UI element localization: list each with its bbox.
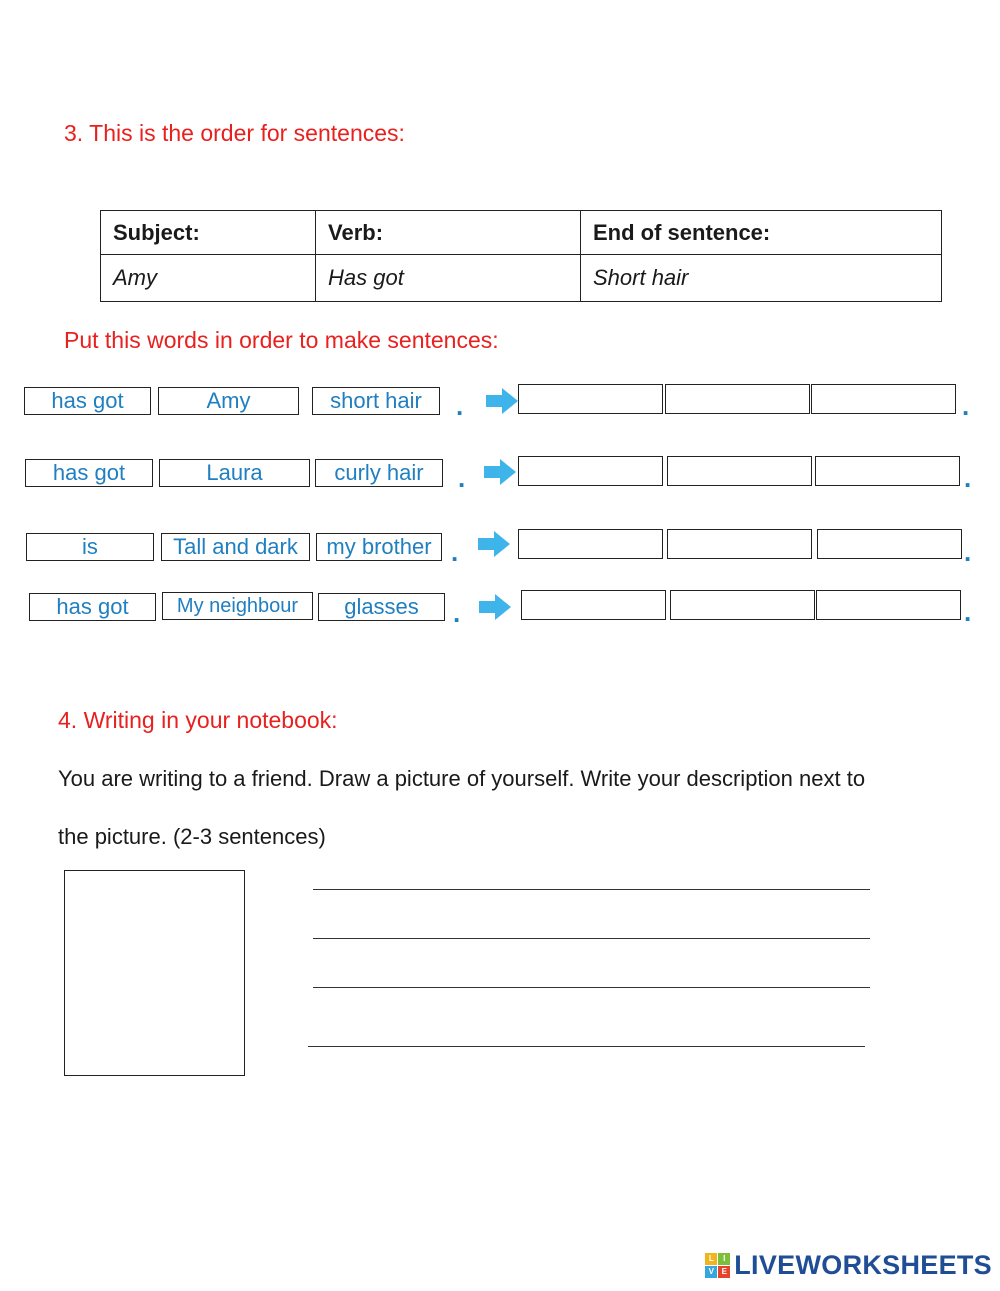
answer-box[interactable] xyxy=(670,590,815,620)
answer-box[interactable] xyxy=(816,590,961,620)
word-tile[interactable]: short hair xyxy=(312,387,440,415)
table-cell-subject: Amy xyxy=(101,255,316,302)
word-tile[interactable]: has got xyxy=(29,593,156,621)
word-tile[interactable]: My neighbour xyxy=(162,592,313,620)
word-tile[interactable]: Laura xyxy=(159,459,310,487)
answer-box[interactable] xyxy=(667,529,812,559)
word-tile[interactable]: has got xyxy=(25,459,153,487)
answer-box[interactable] xyxy=(667,456,812,486)
instruction-paragraph-line-1: You are writing to a friend. Draw a picture of yourself. Write your description next to xyxy=(58,766,866,791)
instruction-paragraph-line-2: the picture. (2-3 sentences) xyxy=(58,824,326,849)
section-3-heading: 3. This is the order for sentences: xyxy=(64,120,405,146)
word-tile[interactable]: my brother xyxy=(316,533,442,561)
period-mark: . xyxy=(453,598,461,628)
word-tile[interactable]: curly hair xyxy=(315,459,443,487)
answer-box[interactable] xyxy=(665,384,810,414)
word-tile[interactable]: Amy xyxy=(158,387,299,415)
writing-line[interactable] xyxy=(308,1046,865,1047)
arrow-right-icon xyxy=(479,594,511,620)
logo-text: LIVEWORKSHEETS xyxy=(734,1250,992,1280)
period-mark: . xyxy=(451,537,459,567)
answer-box[interactable] xyxy=(815,456,960,486)
period-mark: . xyxy=(458,463,466,493)
answer-box[interactable] xyxy=(518,529,663,559)
word-tile[interactable]: glasses xyxy=(318,593,445,621)
period-mark: . xyxy=(962,391,970,421)
period-mark: . xyxy=(964,537,972,567)
word-tile[interactable]: has got xyxy=(24,387,151,415)
writing-line[interactable] xyxy=(313,987,870,988)
table-header-end: End of sentence: xyxy=(581,211,942,255)
arrow-right-icon xyxy=(484,459,516,485)
writing-line[interactable] xyxy=(313,889,870,890)
answer-box[interactable] xyxy=(518,384,663,414)
period-mark: . xyxy=(456,391,464,421)
answer-box[interactable] xyxy=(811,384,956,414)
table-header-verb: Verb: xyxy=(316,211,581,255)
sentence-order-table xyxy=(100,210,942,302)
liveworksheets-logo xyxy=(705,1250,992,1281)
table-header-subject: Subject: xyxy=(101,211,316,255)
instruction-text: Put this words in order to make sentences: xyxy=(64,327,499,353)
answer-box[interactable] xyxy=(518,456,663,486)
arrow-right-icon xyxy=(486,388,518,414)
logo-mark-icon: L I V E xyxy=(705,1253,730,1278)
word-tile[interactable]: Tall and dark xyxy=(161,533,310,561)
arrow-right-icon xyxy=(478,531,510,557)
writing-line[interactable] xyxy=(313,938,870,939)
table-cell-verb: Has got xyxy=(316,255,581,302)
answer-box[interactable] xyxy=(521,590,666,620)
table-cell-end: Short hair xyxy=(581,255,942,302)
period-mark: . xyxy=(964,597,972,627)
period-mark: . xyxy=(964,463,972,493)
section-4-heading: 4. Writing in your notebook: xyxy=(58,707,338,733)
drawing-box[interactable] xyxy=(64,870,245,1076)
word-tile[interactable]: is xyxy=(26,533,154,561)
answer-box[interactable] xyxy=(817,529,962,559)
